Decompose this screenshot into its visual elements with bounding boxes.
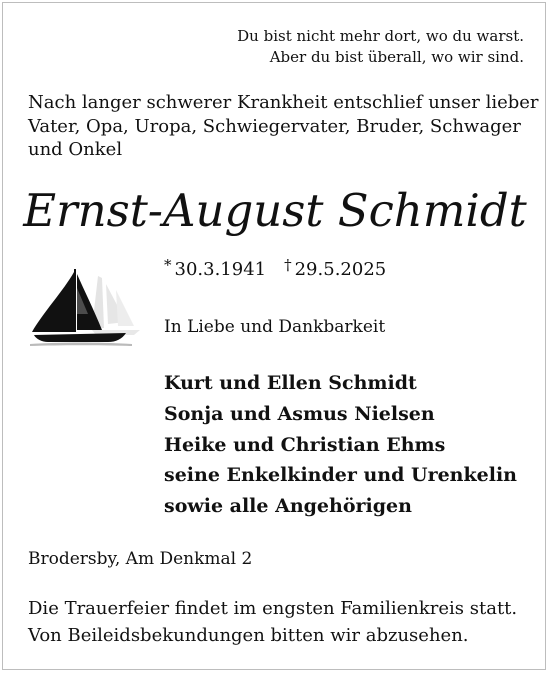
death-symbol: † (284, 256, 292, 274)
memorial-quote (124, 26, 524, 68)
address: Brodersby, Am Denkmal 2 (28, 549, 253, 569)
notice-line-2: Von Beileidsbekundungen bitten wir abzusehen. (28, 625, 469, 646)
dedication-line: In Liebe und Dankbarkeit (164, 317, 386, 337)
birth-date: 30.3.1941 (174, 259, 267, 280)
mourner-line: Heike und Christian Ehms (164, 433, 446, 456)
funeral-notice (28, 595, 517, 649)
quote-line-1: Du bist nicht mehr dort, wo du warst. (237, 27, 524, 45)
mourner-line: sowie alle Angehörigen (164, 495, 412, 518)
mourner-line: Kurt und Ellen Schmidt (164, 372, 417, 394)
intro-line-1: Nach langer schwerer Krankheit entschlief unser lieber (28, 92, 539, 113)
sailboat-icon (30, 266, 150, 356)
birth-symbol: * (164, 256, 172, 274)
mourners-list (164, 368, 517, 522)
intro-text (28, 91, 539, 162)
notice-line-1: Die Trauerfeier findet im engsten Familienkreis statt. (28, 598, 518, 619)
mourner-line: seine Enkelkinder und Urenkelin (164, 464, 517, 487)
mourner-line: Sonja und Asmus Nielsen (164, 402, 435, 425)
intro-line-3: und Onkel (28, 139, 123, 160)
deceased-name: Ernst-August Schmidt (23, 184, 527, 237)
intro-line-2: Vater, Opa, Uropa, Schwiegervater, Bruder, Schwager (28, 115, 521, 137)
life-dates (164, 256, 387, 281)
death-date: 29.5.2025 (294, 259, 387, 280)
quote-line-2: Aber du bist überall, wo wir sind. (269, 48, 524, 66)
